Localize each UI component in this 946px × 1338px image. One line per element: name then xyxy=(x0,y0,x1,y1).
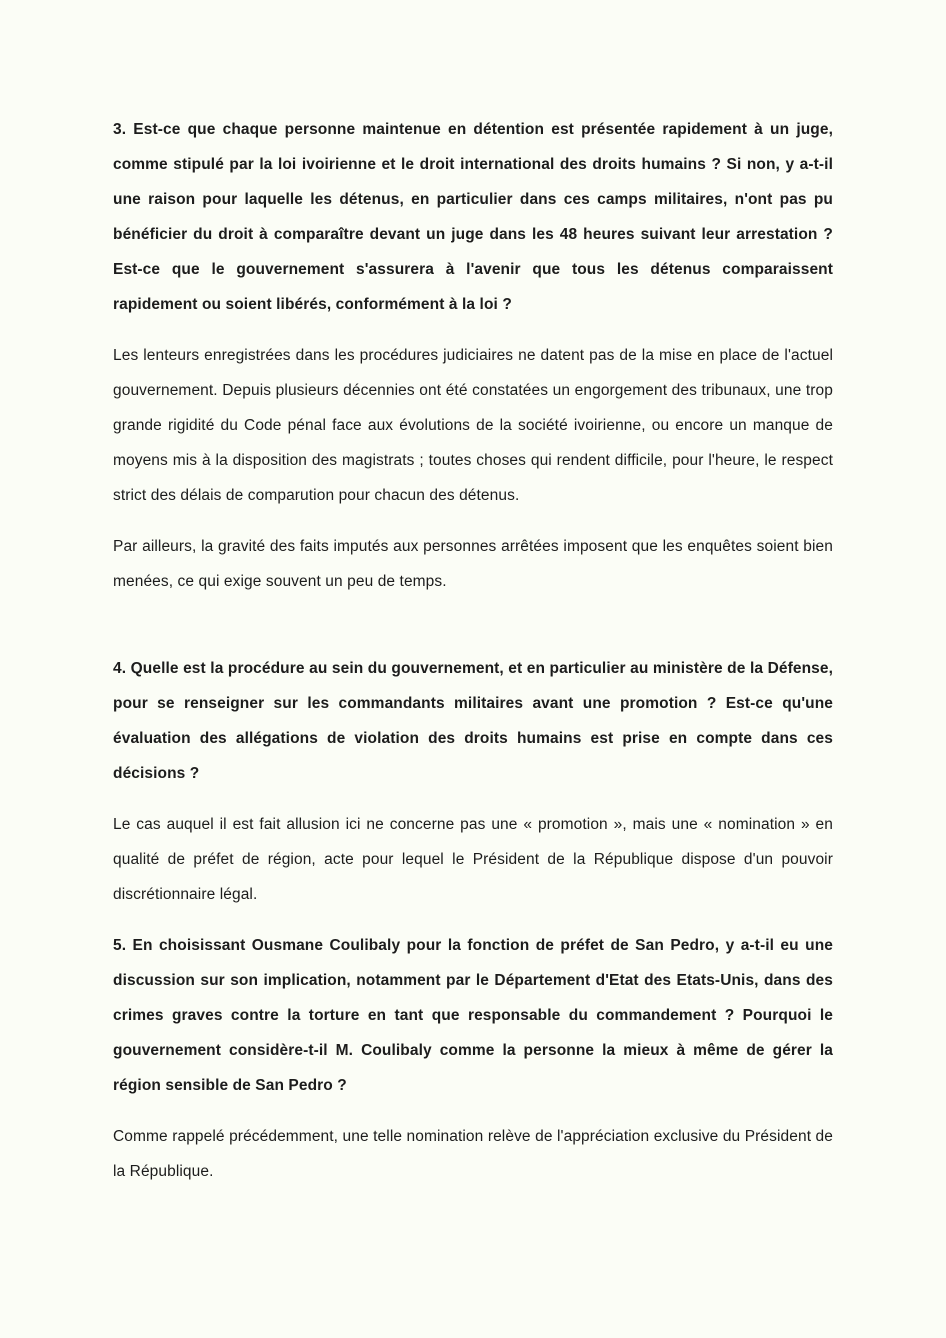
paragraph-question-4: 4. Quelle est la procédure au sein du gouvernement, et en particulier au ministère de la Défense, pour se renseigner sur les commandants militaires avant une promotion ? Est-ce qu'une évaluation des allégations de violation des droits humains est prise en compte dans ces décisions ? xyxy=(113,660,833,782)
paragraph-answer-5: Comme rappelé précédemment, une telle nomination relève de l'appréciation exclusive du Président de la République. xyxy=(113,1128,833,1180)
paragraph-question-5: 5. En choisissant Ousmane Coulibaly pour la fonction de préfet de San Pedro, y a-t-il eu une discussion sur son implication, notamment par le Département d'Etat des Etats-Unis, dans des crimes graves contre la torture en tant que responsable du commandement ? Pourquoi le gouvernement considère-t-il M. Coulibaly comme la personne la mieux à même de gérer la région sensible de San Pedro ? xyxy=(113,937,833,1094)
paragraph-answer-4: Le cas auquel il est fait allusion ici ne concerne pas une « promotion », mais une « nomination » en qualité de préfet de région, acte pour lequel le Président de la République dispose d'un pouvoir discrétionnaire légal. xyxy=(113,816,833,903)
paragraph-answer-3-part-2: Par ailleurs, la gravité des faits imputés aux personnes arrêtées imposent que les enquêtes soient bien menées, ce qui exige souvent un peu de temps. xyxy=(113,538,833,590)
paragraph-answer-3-part-1: Les lenteurs enregistrées dans les procédures judiciaires ne datent pas de la mise en place de l'actuel gouvernement. Depuis plusieurs décennies ont été constatées un engorgement des tribunaux, une trop grande rigidité du Code pénal face aux évolutions de la société ivoirienne, ou encore un manque de moyens mis à la disposition des magistrats ; toutes choses qui rendent difficile, pour l'heure, le respect strict des délais de comparution pour chacun des détenus. xyxy=(113,347,833,504)
paragraph-question-3: 3. Est-ce que chaque personne maintenue en détention est présentée rapidement à un juge, comme stipulé par la loi ivoirienne et le droit international des droits humains ? Si non, y a-t-il une raison pour laquelle les détenus, en particulier dans ces camps militaires, n'ont pas pu bénéficier du droit à comparaître devant un juge dans les 48 heures suivant leur arrestation ? Est-ce que le gouvernement s'assurera à l'avenir que tous les détenus comparaissent rapidement ou soient libérés, conformément à la loi ? xyxy=(113,121,833,313)
